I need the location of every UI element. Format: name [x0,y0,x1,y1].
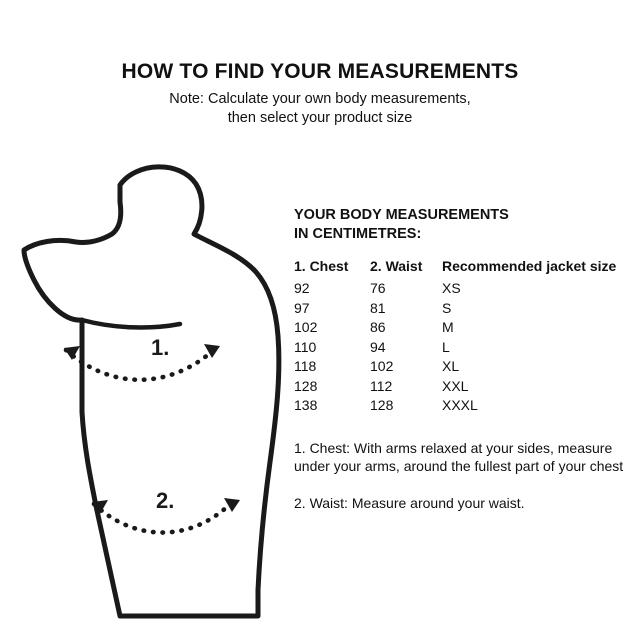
cell-size: XL [442,358,460,374]
measurements-heading-line-1: YOUR BODY MEASUREMENTS [294,207,509,223]
chest-measurement-arrow [64,344,220,380]
column-header-waist: 2. Waist [370,258,423,274]
cell-chest: 128 [294,377,318,394]
measurements-panel [294,206,638,512]
table-row [294,358,638,378]
cell-waist: 76 [370,280,386,296]
waist-label: 2. [156,488,175,513]
cell-waist: 81 [370,299,386,316]
column-header-chest: 1. Chest [294,258,349,274]
subtitle-line-2: then select your product size [227,110,413,126]
cell-size: XXXL [442,397,478,413]
cell-chest: 92 [294,280,310,296]
cell-chest: 118 [294,358,317,374]
cell-chest: 138 [294,397,318,413]
table-row [294,319,638,339]
note-chest: 1. Chest: With arms relaxed at your sides, measure under your arms, around the fullest part of your chest [294,439,624,474]
cell-chest: 102 [294,319,318,335]
cell-chest: 110 [294,338,317,355]
cell-waist: 102 [370,358,394,374]
table-row [294,300,638,320]
table-row [294,280,638,300]
cell-size: S [442,299,452,316]
chest-label: 1. [151,335,170,360]
table-row [294,397,638,417]
cell-waist: 86 [370,319,386,335]
page-title: HOW TO FIND YOUR MEASUREMENTS [121,60,519,83]
body-outline-shape [24,167,279,616]
torso-diagram [8,150,298,630]
table-row [294,378,638,398]
cell-size: XXL [442,377,469,394]
header [0,60,640,128]
table-row [294,339,638,359]
size-table [294,258,638,417]
note-waist: 2. Waist: Measure around your waist. [294,494,525,511]
cell-size: XS [442,280,461,296]
column-header-jacket-size: Recommended jacket size [442,258,617,274]
cell-chest: 97 [294,299,310,316]
cell-size: M [442,319,454,335]
cell-waist: 128 [370,397,394,413]
cell-waist: 112 [370,377,393,394]
measurements-heading [294,206,638,244]
table-header-row [294,258,638,280]
measurements-heading-line-2: IN CENTIMETRES: [294,226,422,242]
cell-size: L [442,338,450,355]
subtitle-line-1: Note: Calculate your own body measurements, [169,91,471,107]
cell-waist: 94 [370,338,386,355]
